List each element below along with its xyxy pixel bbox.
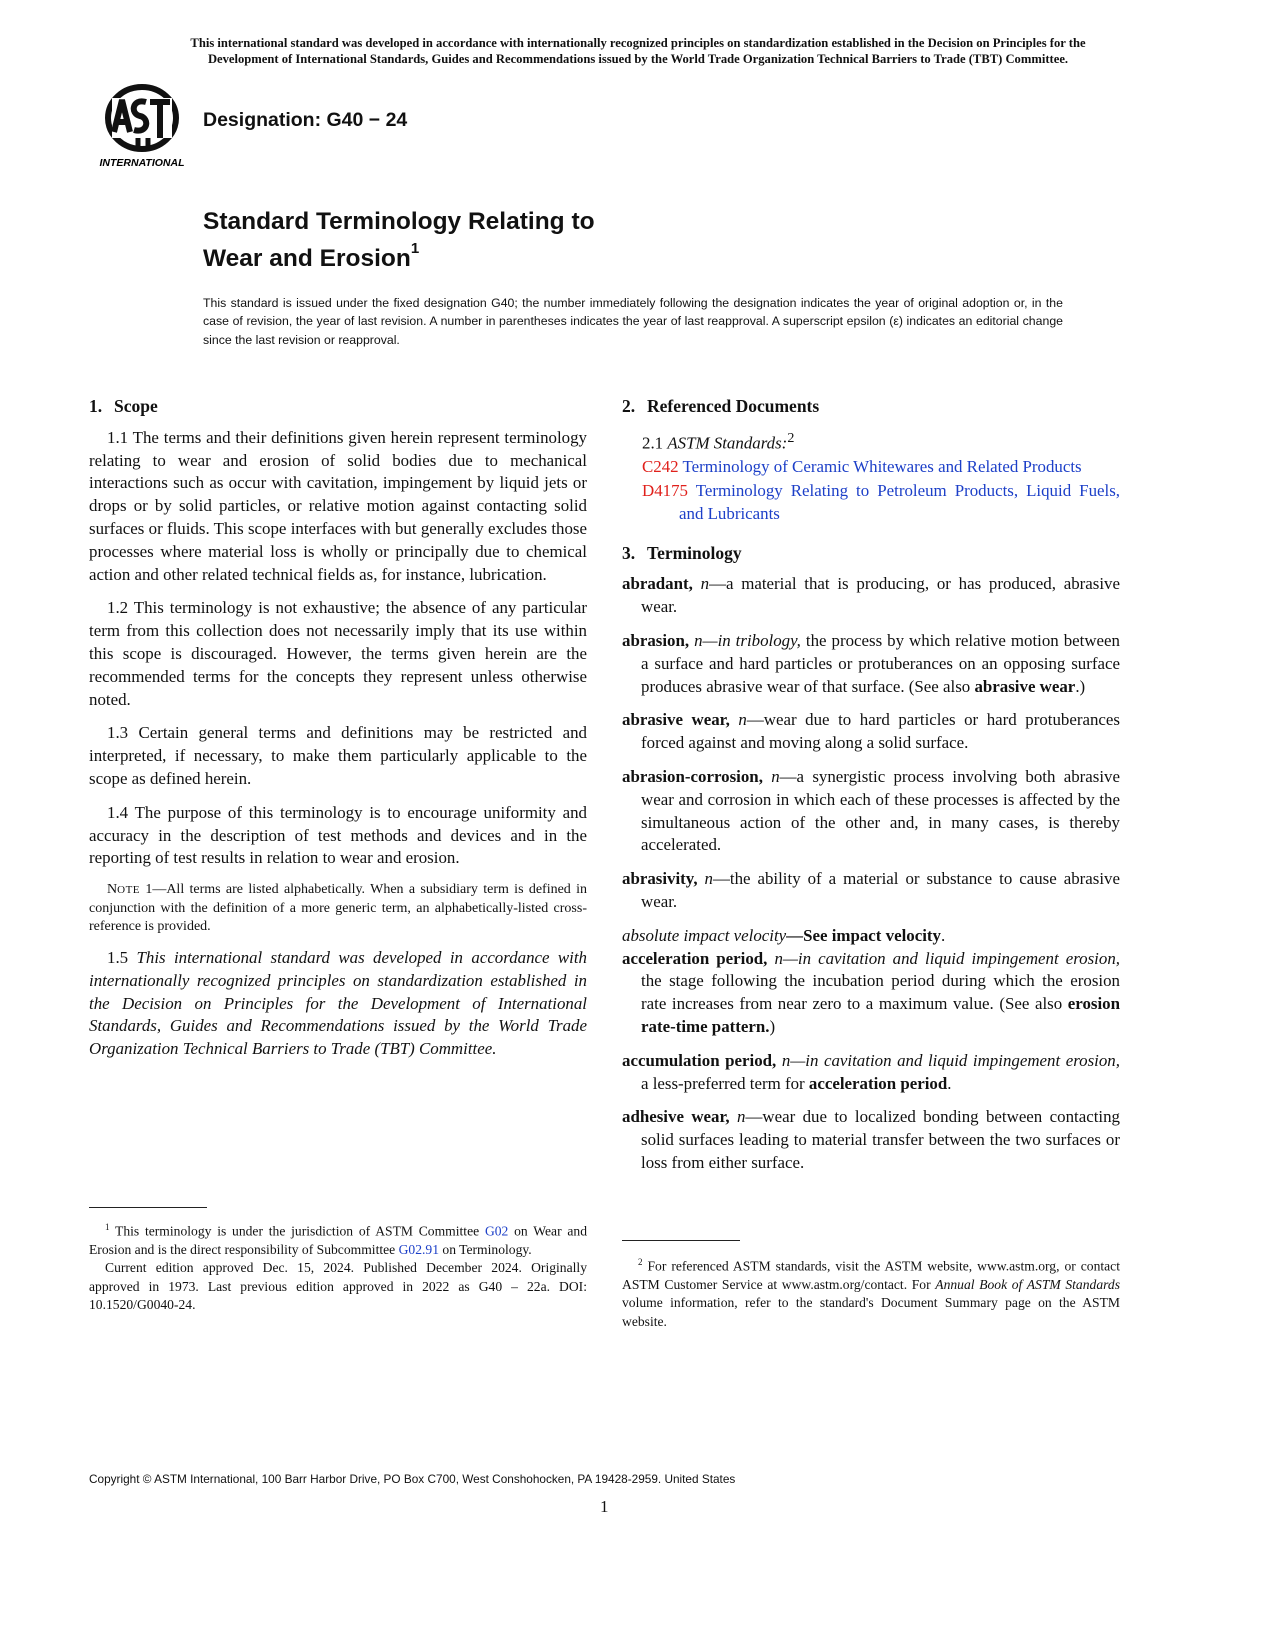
footnote-text: on Wear and Erosion and is the direct responsibility of Subcommittee [89, 1223, 587, 1257]
left-column [89, 395, 587, 1072]
title-line2 [203, 237, 595, 274]
title-line1: Standard Terminology Relating to [203, 208, 595, 235]
term-name: abrasion, [622, 631, 690, 650]
footnote-text: on Terminology. [439, 1241, 532, 1257]
footnote-1 [89, 1218, 587, 1315]
term-abradant [622, 573, 1120, 619]
term-name: adhesive wear, [622, 1107, 730, 1127]
section-title: Terminology [647, 542, 742, 563]
xref-tail: . [940, 925, 946, 945]
reference-d4175 [642, 480, 1120, 526]
term-name: acceleration period, [622, 948, 768, 968]
term-definition: a less-preferred term for [641, 1073, 809, 1093]
top-notice-line1: This international standard was developed in accordance with internationally recognized principles on standardization established in the Decision on Principles for the [190, 36, 1086, 50]
footnote-mark: 1 [105, 1222, 110, 1232]
title-line2-text: Wear and Erosion [203, 245, 411, 273]
footnote-1-edition: Current edition approved Dec. 15, 2024. Published December 2024. Originally approved in 1973. Last previous edition approved in 2022 as G40 – 22a. DOI: 10.1520/G0040-24. [89, 1260, 587, 1313]
term-name: abrasion-corrosion, [622, 766, 763, 786]
section-heading-scope [89, 395, 587, 418]
term-see-also: abrasive wear [974, 676, 1076, 696]
term-definition: —wear due to localized bonding between contacting solid surfaces leading to material transfer between the two surfaces or loss from either surface. [641, 1107, 1120, 1172]
term-absolute-impact-velocity [622, 925, 1120, 948]
term-context: —in cavitation and liquid impingement erosion, [790, 1050, 1120, 1070]
reference-title-link[interactable]: Terminology Relating to Petroleum Products, Liquid Fuels, and Lubricants [679, 481, 1121, 523]
term-see-also: acceleration period [808, 1073, 948, 1093]
term-name: abrasive wear, [622, 710, 730, 730]
term-pos: n [737, 1107, 746, 1127]
paragraph-number: 1.5 [107, 947, 137, 967]
xref-term: absolute impact velocity [622, 925, 787, 945]
section-number: 2. [622, 396, 636, 416]
term-pos: n [781, 1050, 791, 1070]
subsection-footnote-mark: 2 [787, 429, 795, 446]
term-tail: ) [769, 1016, 776, 1036]
footnote-italic: Annual Book of ASTM Standards [935, 1276, 1120, 1292]
term-abrasion [622, 630, 1120, 698]
term-name: abrasivity, [622, 869, 698, 889]
astm-logo-icon [92, 84, 192, 172]
footnote-text: volume information, refer to the standard's Document Summary page on the ASTM website. [622, 1295, 1120, 1329]
page-number: 1 [600, 1497, 609, 1516]
term-definition: —the ability of a material or substance to cause abrasive wear. [641, 869, 1120, 911]
term-abrasivity [622, 868, 1120, 914]
term-name: accumulation period, [622, 1050, 777, 1070]
term-abrasive-wear [622, 709, 1120, 755]
subsection-number: 2.1 [642, 433, 668, 453]
astm-standards-subhead [622, 427, 1120, 455]
xref-see: —See [786, 925, 832, 945]
section-title: Referenced Documents [647, 396, 820, 416]
term-definition: the process by which relative motion between a surface and hard particles or protuberances on an opposing surface produces abrasive wear of that surface. (See also [641, 631, 1120, 696]
reference-c242 [642, 456, 1120, 479]
reference-title-link[interactable]: Terminology of Ceramic Whitewares and Related Products [682, 457, 1082, 477]
scope-paragraph-1-3: 1.3 Certain general terms and definitions may be restricted and interpreted, if necessary, to make them particularly applicable to the scope as defined herein. [89, 723, 587, 788]
section-number: 3. [622, 542, 636, 563]
xref-target: impact velocity [831, 925, 941, 945]
term-adhesive-wear [622, 1106, 1120, 1174]
term-name: abradant, [622, 574, 693, 594]
note-label-rest: OTE [117, 884, 141, 897]
term-context: —in cavitation and liquid impingement erosion, [782, 948, 1120, 968]
scope-paragraph-1-1: 1.1 The terms and their definitions given herein represent terminology relating to wear and erosion of solid bodies due to mechanical interactions such as occur with cavitation, impingement by liquid jets or drops or by solid particles, or relative motion against contacting solid surfaces or fluids. This scope interfaces with but generally excludes those processes where material loss is wholly or principally due to chemical action and other related technical fields as, for instance, lubrication. [89, 427, 587, 584]
term-accumulation-period [622, 1050, 1120, 1096]
right-column [622, 395, 1120, 1186]
scope-paragraph-1-2: 1.2 This terminology is not exhaustive; the absence of any particular term from this collection does not necessarily imply that its use within this scope is discouraged. However, the terms given herein are the recommended terms for the concepts they represent unless otherwise noted. [89, 598, 587, 709]
reference-code-link[interactable]: C242 [642, 457, 679, 477]
footnote-2-text [622, 1253, 1120, 1331]
paragraph-text: This international standard was developed in accordance with internationally recognized principles on standardization established in the Decision on Principles for the Development of International Standards, Guides and Recommendations issued by the World Trade Organization Technical Barriers to Trade (TBT) Committee. [89, 947, 588, 1059]
term-context: —in tribology, [702, 631, 801, 650]
footnote-text: This terminology is under the jurisdiction of ASTM Committee [109, 1223, 485, 1239]
term-acceleration-period [622, 948, 1120, 1039]
note-label-first: N [107, 882, 118, 898]
note-1 [89, 881, 587, 937]
term-see-also: erosion rate-time pattern. [641, 994, 1120, 1036]
footnote-divider-right [622, 1240, 740, 1241]
subsection-label: ASTM Standards: [667, 433, 788, 453]
section-heading-terminology [622, 542, 1120, 565]
title-footnote-mark: 1 [410, 240, 420, 257]
scope-paragraph-1-5 [89, 947, 587, 1061]
note-text: 1—All terms are listed alphabetically. When a subsidiary term is defined in conjunction with the definition of a more generic term, an alphabetically-listed cross-reference is provided. [89, 882, 587, 935]
term-pos: n [774, 948, 783, 968]
term-pos: n [738, 710, 747, 730]
logo-text: INTERNATIONAL [99, 157, 185, 169]
term-abrasion-corrosion [622, 766, 1120, 857]
term-tail: . [947, 1073, 952, 1093]
footnote-2 [622, 1253, 1120, 1331]
term-pos: n [704, 869, 713, 889]
term-definition: the stage following the incubation period during which the erosion rate increases from near zero to a maximum value. (See also [641, 971, 1120, 1014]
committee-link[interactable]: G02 [484, 1223, 509, 1239]
top-notice [88, 35, 1188, 67]
footnote-1-jurisdiction [89, 1218, 587, 1259]
term-pos: n [700, 574, 710, 594]
designation: Designation: G40 − 24 [203, 109, 408, 131]
term-tail: .) [1075, 676, 1086, 696]
term-definition: —wear due to hard particles or hard protuberances forced against and moving along a solid surface. [641, 710, 1120, 753]
scope-paragraph-1-4: 1.4 The purpose of this terminology is to encourage uniformity and accuracy in the description of test methods and devices and in the reporting of test results in relation to wear and erosion. [89, 802, 587, 868]
subcommittee-link[interactable]: G02.91 [398, 1241, 439, 1257]
footnote-mark: 2 [638, 1257, 643, 1267]
copyright: Copyright © ASTM International, 100 Barr Harbor Drive, PO Box C700, West Conshohocken, PA 19428-2959. United States [89, 1472, 736, 1486]
section-heading-referenced [622, 395, 1120, 418]
term-pos: n [771, 766, 780, 786]
section-number: 1. [89, 396, 103, 416]
term-definition: —a synergistic process involving both abrasive wear and corrosion in which each of these processes is affected by the simultaneous action of the other and, in many cases, is thereby accelerated. [641, 766, 1120, 855]
issued-note: This standard is issued under the fixed designation G40; the number immediately following the designation indicates the year of original adoption or, in the case of revision, the year of last revision. A number in parentheses indicates the year of last reapproval. A superscript epsilon (ε) indicates an editorial change since the last revision or reapproval. [203, 296, 1063, 347]
top-notice-line2: Development of International Standards, Guides and Recommendations issued by the World Trade Organization Technical Barriers to Trade (TBT) Committee. [207, 52, 1069, 66]
term-definition: —a material that is producing, or has produced, abrasive wear. [641, 574, 1120, 617]
footnote-text: For referenced ASTM standards, visit the ASTM website, www.astm.org, or contact ASTM Customer Service at www.astm.org/contact. For [622, 1258, 1120, 1292]
reference-code-link[interactable]: D4175 [642, 481, 688, 501]
term-pos: n [694, 631, 703, 650]
section-title: Scope [114, 396, 158, 416]
page-title [203, 206, 595, 274]
footnote-divider-left [89, 1207, 207, 1208]
